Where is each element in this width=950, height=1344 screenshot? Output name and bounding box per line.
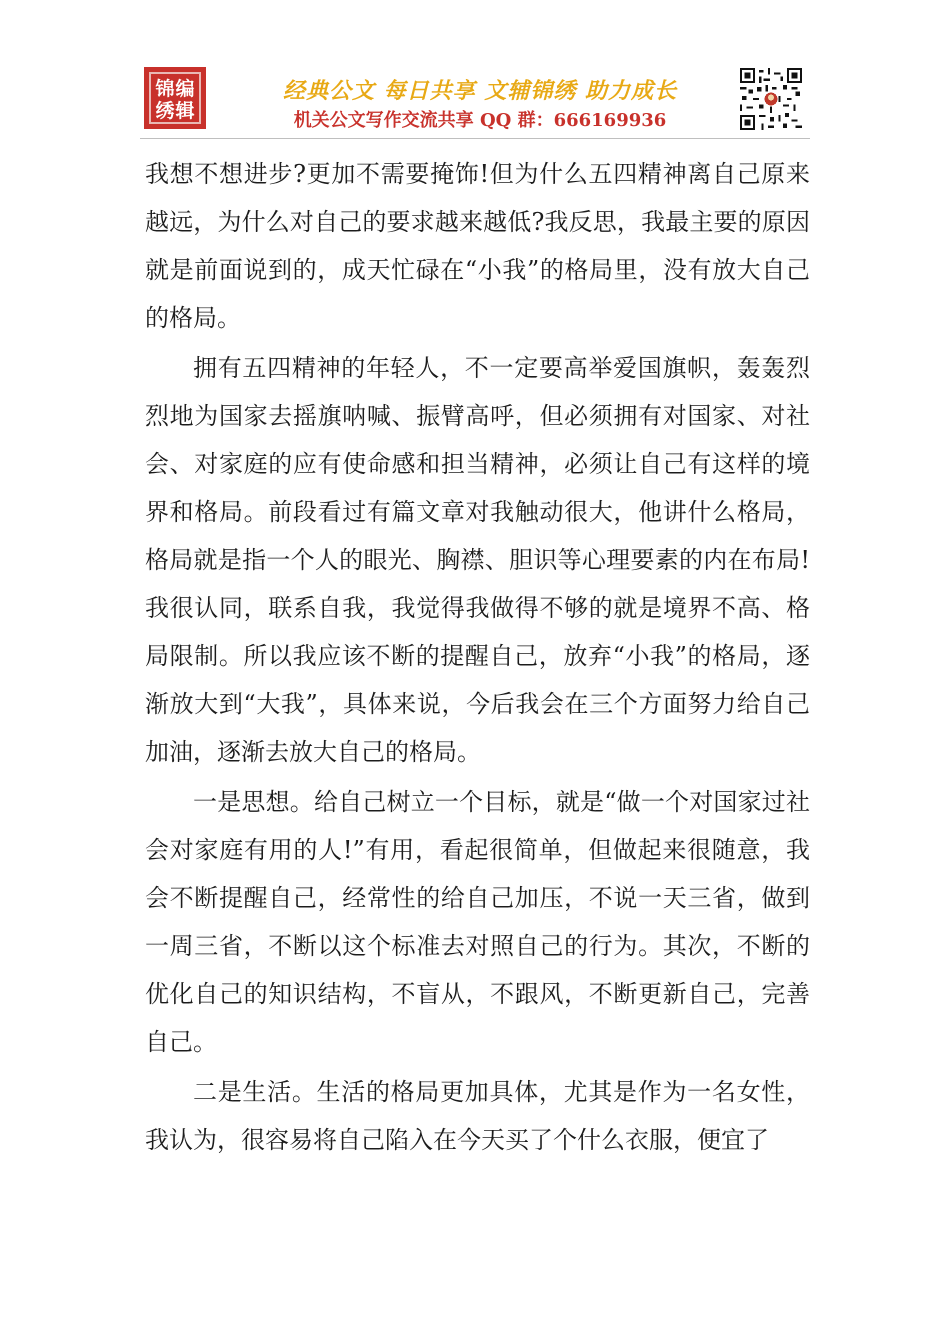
header-divider — [140, 138, 810, 139]
brand-logo — [144, 67, 206, 129]
paragraph: 二是生活。生活的格局更加具体，尤其是作为一名女性，我认为，很容易将自己陷入在今天买了个什么衣服，便宜了 — [145, 1078, 810, 1154]
qr-code-icon — [740, 68, 802, 130]
paragraph: 拥有五四精神的年轻人，不一定要高举爱国旗帜，轰轰烈烈地为国家去摇旗呐喊、振臂高呼，但必须拥有对国家、对社会、对家庭的应有使命感和担当精神，必须让自己有这样的境界和格局。前段看过有篇文章对我触动很大，他讲什么格局，格局就是指一个人的眼光、胸襟、胆识等心理要素的内在布局!我很认同，联系自我，我觉得我做得不够的就是境界不高、格局限制。所以我应该不断的提醒自己，放弃“小我”的格局，逐渐放大到“大我”，具体来说，今后我会在三个方面努力给自己加油，逐渐去放大自己的格局。 — [145, 354, 810, 766]
qq-group-info: 机关公文写作交流共享 QQ 群：666169936 — [293, 110, 667, 131]
logo-char: 绣 — [155, 100, 175, 122]
page-header — [140, 64, 810, 136]
document-body — [145, 150, 810, 1166]
logo-char: 编 — [175, 78, 195, 100]
paragraph: 我想不想进步?更加不需要掩饰!但为什么五四精神离自己原来越远，为什么对自己的要求越来越低?我反思，我最主要的原因就是前面说到的，成天忙碌在“小我”的格局里，没有放大自己的格局。 — [145, 160, 810, 332]
header-slogan: 经典公文 每日共享 文辅锦绣 助力成长 — [283, 78, 677, 104]
logo-char: 锦 — [155, 78, 175, 100]
logo-char: 辑 — [175, 100, 195, 122]
paragraph: 一是思想。给自己树立一个目标，就是“做一个对国家过社会对家庭有用的人!”有用，看起很简单，但做起来很随意，我会不断提醒自己，经常性的给自己加压，不说一天三省，做到一周三省，不断以这个标准去对照自己的行为。其次，不断的优化自己的知识结构，不盲从，不跟风，不断更新自己，完善自己。 — [145, 788, 810, 1056]
